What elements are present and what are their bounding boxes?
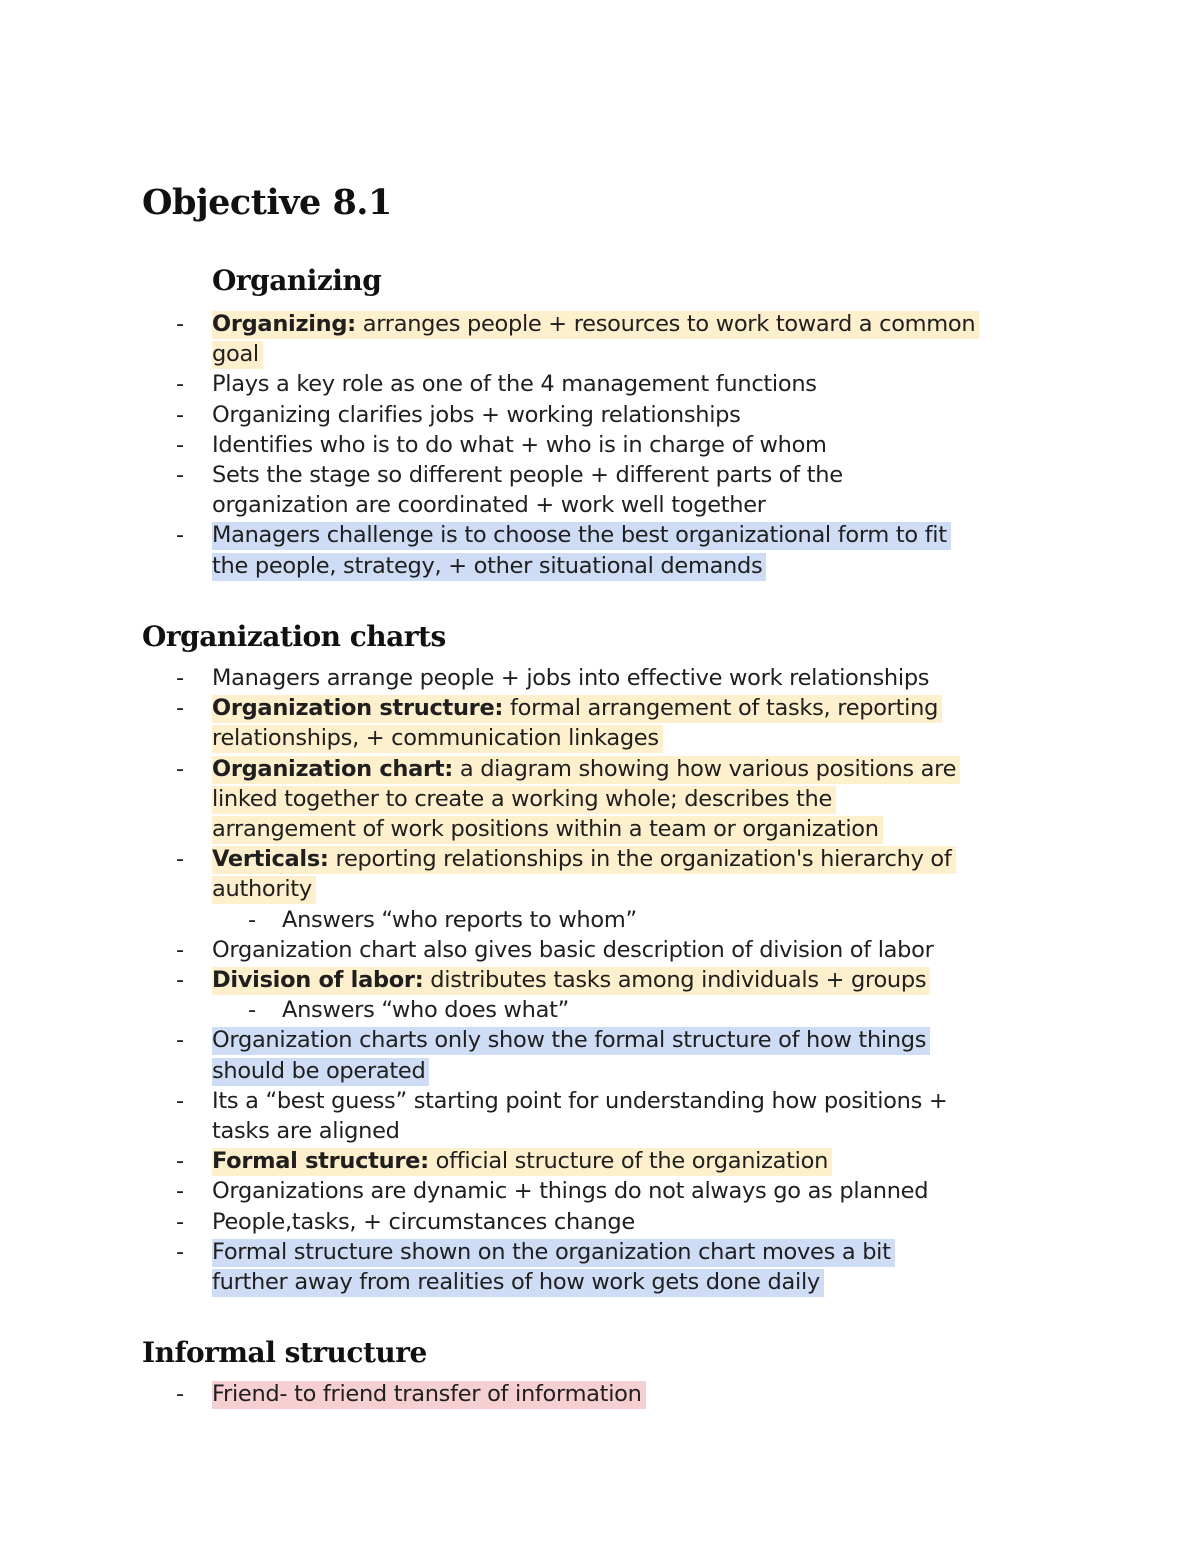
- bullet-dash: -: [248, 906, 256, 933]
- section-heading-informal: Informal structure: [142, 1336, 427, 1369]
- list-item: - Formal structure: official structure of the organization: [0, 1146, 1200, 1176]
- bullet-dash: -: [176, 846, 184, 873]
- list-item: - Organization charts only show the formal structure of how things should be operated: [0, 1025, 1200, 1085]
- list-item: - Division of labor: distributes tasks among individuals + groups: [0, 965, 1200, 995]
- list-item: - People,tasks, + circumstances change: [0, 1207, 1200, 1237]
- list-item: - Its a “best guess” starting point for understanding how positions + tasks are aligned: [176, 1087, 948, 1145]
- section-heading-organizing: Organizing: [212, 264, 382, 297]
- list-item: - Organizations are dynamic + things do not always go as planned: [0, 1176, 1200, 1206]
- bullet-dash: -: [176, 311, 184, 337]
- bullet-dash: -: [248, 997, 256, 1024]
- bullet-dash: -: [176, 431, 184, 458]
- bullet-dash: -: [176, 665, 184, 691]
- bullet-dash: -: [176, 1027, 184, 1054]
- bullet-dash: -: [176, 936, 184, 963]
- bullet-dash: -: [176, 1178, 184, 1205]
- bullet-dash: -: [176, 462, 184, 489]
- list-item: - Organization chart: a diagram showing how various positions are linked together to create a working whole; describes the arrangement of work positions within a team or organization: [0, 754, 1200, 845]
- list-item: - Managers challenge is to choose the best organizational form to fit the people, strategy, + other situational demands: [0, 520, 1200, 580]
- bullet-dash: -: [176, 522, 184, 549]
- list-item: - Organizing: arranges people + resources to work toward a common goal: [0, 309, 1200, 369]
- list-item: - Formal structure shown on the organization chart moves a bit further away from realities of how work gets done daily: [0, 1237, 1200, 1297]
- list-item: - Plays a key role as one of the 4 management functions: [0, 369, 1200, 399]
- bullet-dash: -: [176, 1381, 184, 1407]
- bullet-dash: -: [176, 1148, 184, 1175]
- list-item: - Organization structure: formal arrangement of tasks, reporting relationships, + communication linkages: [0, 693, 1200, 753]
- bullet-dash: -: [176, 371, 184, 398]
- list-item: - Managers arrange people + jobs into effective work relationships: [0, 663, 1200, 693]
- list-item: - Friend- to friend transfer of information: [0, 1379, 1200, 1409]
- sub-list-item: - Answers “who does what”: [0, 995, 1200, 1025]
- bullet-dash: -: [176, 1238, 184, 1265]
- bullet-dash: -: [176, 695, 184, 722]
- bullet-dash: -: [176, 1087, 184, 1114]
- list-item: - Organizing clarifies jobs + working relationships: [0, 400, 1200, 430]
- list-item: - Sets the stage so different people + different parts of the organization are coordinated + work well together: [176, 462, 843, 519]
- bullet-dash: -: [176, 755, 184, 782]
- page-title: Objective 8.1: [142, 182, 392, 223]
- bullet-dash: -: [176, 967, 184, 994]
- informal-list: [0, 1379, 1200, 1409]
- list-item: - Verticals: reporting relationships in the organization's hierarchy of authority: [0, 844, 1200, 904]
- section-heading-org-charts: Organization charts: [142, 620, 446, 653]
- organizing-list: [0, 309, 1200, 581]
- sub-list-item: - Answers “who reports to whom”: [0, 905, 1200, 935]
- list-item: - Organization chart also gives basic description of division of labor: [0, 935, 1200, 965]
- bullet-dash: -: [176, 401, 184, 428]
- bullet-dash: -: [176, 1208, 184, 1235]
- org-charts-list: [0, 663, 1200, 1297]
- list-item: - Identifies who is to do what + who is in charge of whom: [0, 430, 1200, 460]
